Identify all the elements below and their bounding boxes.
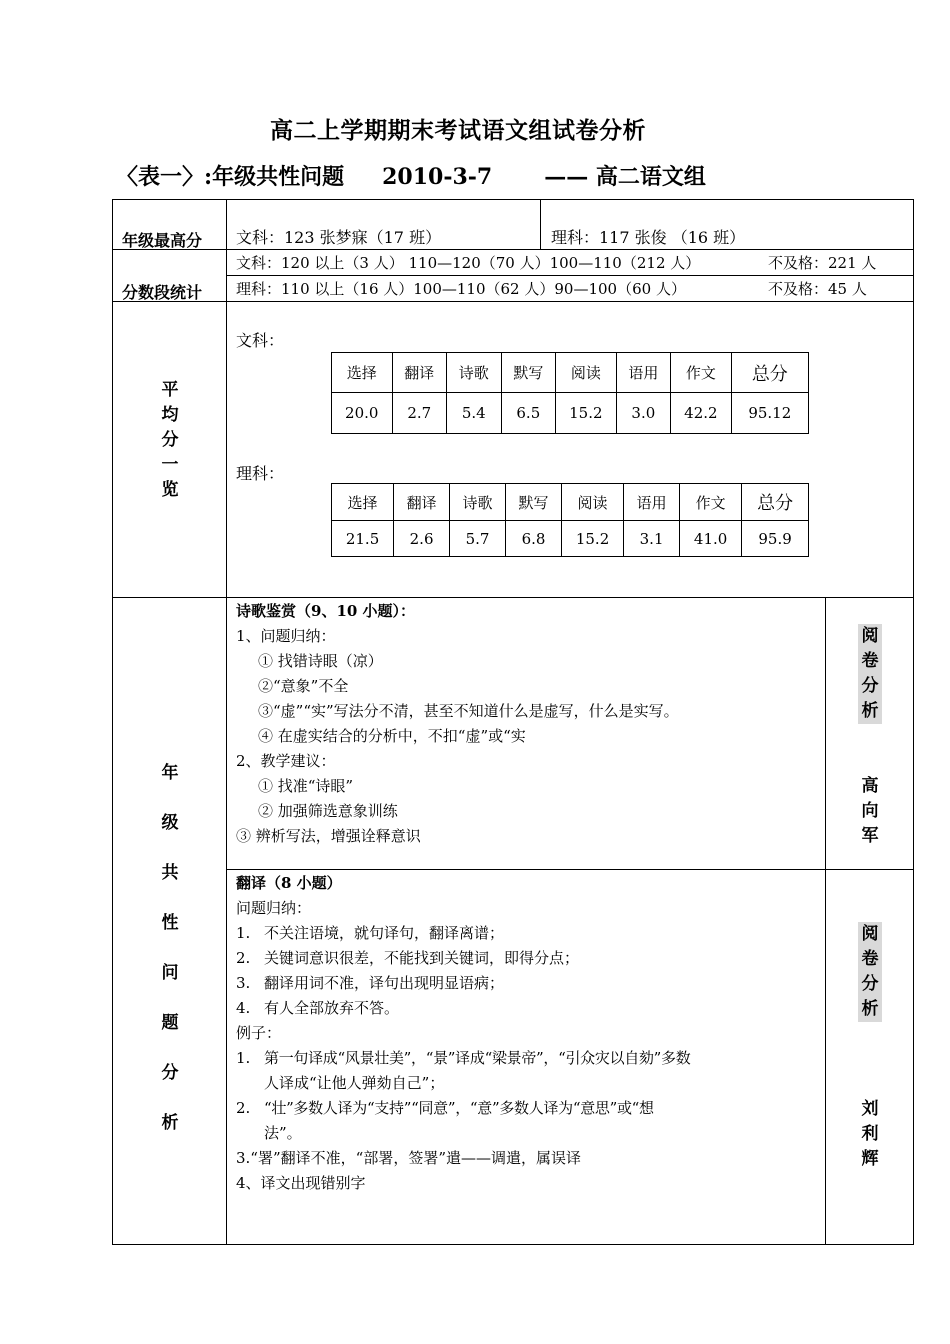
- header-cell: 总分: [731, 353, 808, 393]
- row-divider: [226, 869, 914, 870]
- row-divider: [226, 275, 914, 276]
- side-column-divider: [825, 597, 826, 1245]
- value-cell: 5.7: [450, 521, 506, 557]
- value-cell: 42.2: [671, 393, 732, 434]
- row-divider: [112, 597, 914, 598]
- translation-extra: 3.“署”翻译不准，“部署，签署”遣——调遣，属误译: [236, 1149, 581, 1167]
- poetry-suggestion: ① 找准“诗眼”: [258, 777, 354, 795]
- poetry-reviewer: 高 向 军: [861, 776, 879, 846]
- poetry-side-title: 阅 卷 分 析: [858, 624, 882, 724]
- translation-problems-title: 问题归纳：: [236, 899, 312, 917]
- score-bands-wenke: 文科：120 以上（3 人） 110—120（70 人）100—110（212 人）: [236, 254, 701, 272]
- translation-reviewer: 刘 利 辉: [861, 1099, 879, 1169]
- header-cell: 总分: [742, 484, 809, 521]
- header-cell: 选择: [332, 353, 393, 393]
- poetry-problem: ① 找错诗眼（凉）: [258, 652, 383, 670]
- header-cell: 阅读: [556, 353, 617, 393]
- poetry-heading: 诗歌鉴赏（9、10 小题）：: [236, 602, 416, 620]
- header-cell: 翻译: [392, 353, 447, 393]
- translation-problem: 3. 翻译用词不准，译句出现明显语病；: [236, 974, 505, 992]
- poetry-analysis: [236, 599, 679, 849]
- translation-example-cont: 法”。: [264, 1124, 302, 1142]
- header-cell: 阅读: [562, 484, 624, 521]
- value-cell: 95.9: [742, 521, 809, 557]
- averages-wenke-label: 文科：: [236, 331, 285, 350]
- poetry-suggestions-title: 2、教学建议：: [236, 752, 336, 770]
- score-bands-wenke-fail: 不及格：221 人: [768, 254, 877, 272]
- header-cell: 默写: [501, 353, 556, 393]
- poetry-problems-title: 1、问题归纳：: [236, 627, 336, 645]
- header-cell: 语用: [624, 484, 680, 521]
- averages-like-label: 理科：: [236, 464, 285, 483]
- value-cell: 3.1: [624, 521, 680, 557]
- poetry-suggestion: ② 加强筛选意象训练: [258, 802, 398, 820]
- like-average-table: [331, 483, 809, 557]
- value-cell: 15.2: [556, 393, 617, 434]
- value-cell: 6.8: [506, 521, 562, 557]
- score-bands-like: 理科：110 以上（16 人）100—110（62 人）90—100（60 人）: [236, 280, 686, 298]
- header-cell: 默写: [506, 484, 562, 521]
- subtitle-date: 2010-3-7: [382, 164, 493, 190]
- top-score-label: 年级最高分: [122, 231, 203, 250]
- value-cell: 20.0: [332, 393, 393, 434]
- top-score-wenke: 文科：123 张梦寐（17 班）: [236, 228, 442, 247]
- header-cell: 语用: [616, 353, 671, 393]
- top-score-like: 理科：117 张俊 （16 班）: [551, 228, 746, 247]
- table-subtitle: [116, 160, 706, 191]
- translation-example-cont: 人译成“让他人弹劾自己”；: [264, 1074, 445, 1092]
- poetry-suggestion: ③ 辨析写法，增强诠释意识: [236, 827, 421, 845]
- value-cell: 15.2: [562, 521, 624, 557]
- translation-analysis: [236, 871, 690, 1196]
- poetry-problem: ③“虚”“实”写法分不清，甚至不知道什么是虚写，什么是实写。: [258, 702, 679, 720]
- averages-label: 平 均 分 一 览: [161, 380, 179, 500]
- translation-heading: 翻译（8 小题）: [236, 874, 342, 892]
- value-cell: 3.0: [616, 393, 671, 434]
- header-cell: 诗歌: [450, 484, 506, 521]
- value-cell: 2.7: [392, 393, 447, 434]
- poetry-problem: ②“意象”不全: [258, 677, 349, 695]
- header-cell: 诗歌: [447, 353, 502, 393]
- header-cell: 翻译: [394, 484, 450, 521]
- translation-example: 2. “壮”多数人译为“支持”“同意”，“意”多数人译为“意思”或“想: [236, 1099, 654, 1117]
- wenke-average-table: [331, 352, 809, 434]
- value-cell: 6.5: [501, 393, 556, 434]
- score-bands-label: 分数段统计: [122, 283, 203, 302]
- label-column-divider: [226, 199, 227, 1245]
- document-title: 高二上学期期末考试语文组试卷分析: [270, 117, 646, 144]
- poetry-problem: ④ 在虚实结合的分析中，不扣“虚”或“实: [258, 727, 526, 745]
- value-cell: 21.5: [332, 521, 394, 557]
- translation-example: 1. 第一句译成“风景壮美”，“景”译成“梁景帝”，“引众灾以自劾”多数: [236, 1049, 691, 1067]
- translation-problem: 4. 有人全部放弃不答。: [236, 999, 400, 1017]
- translation-extra: 4、译文出现错别字: [236, 1174, 366, 1192]
- value-cell: 95.12: [731, 393, 808, 434]
- score-bands-like-fail: 不及格：45 人: [768, 280, 867, 298]
- translation-examples-title: 例子：: [236, 1024, 282, 1042]
- translation-problem: 2. 关键词意识很差，不能找到关键词，即得分点；: [236, 949, 580, 967]
- value-cell: 41.0: [680, 521, 742, 557]
- translation-side-title: 阅 卷 分 析: [858, 922, 882, 1022]
- value-cell: 2.6: [394, 521, 450, 557]
- row-divider: [112, 249, 914, 250]
- header-cell: 作文: [671, 353, 732, 393]
- row-divider: [112, 301, 914, 302]
- subtitle-group: —— 高二语文组: [544, 164, 706, 190]
- common-issues-label: 年 级 共 性 问 题 分 析: [161, 763, 179, 1133]
- top-score-divider: [540, 199, 541, 249]
- header-cell: 作文: [680, 484, 742, 521]
- header-cell: 选择: [332, 484, 394, 521]
- value-cell: 5.4: [447, 393, 502, 434]
- table-label: 〈表一〉:年级共性问题: [116, 164, 345, 190]
- translation-problem: 1. 不关注语境，就句译句，翻译离谱；: [236, 924, 505, 942]
